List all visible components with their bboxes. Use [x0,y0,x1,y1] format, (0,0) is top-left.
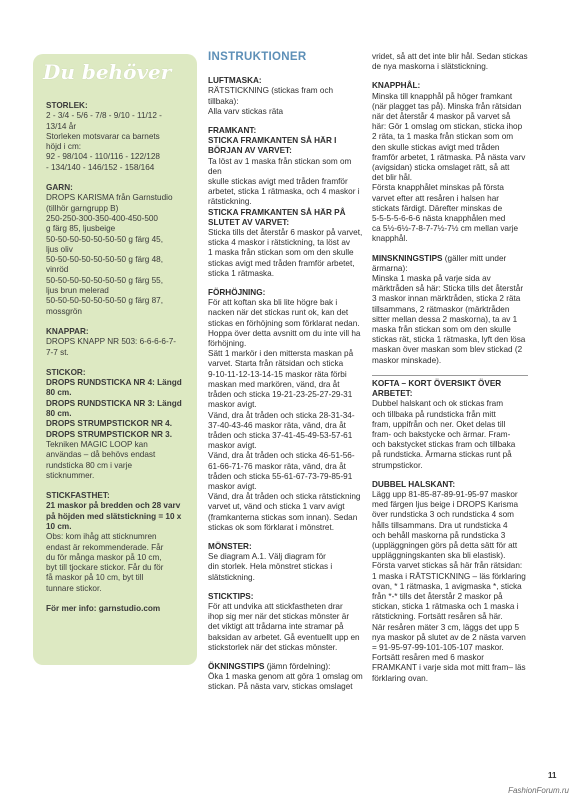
materials-line: DROPS STRUMPSTICKOR NR 3. [46,429,173,439]
section-heading: STICKTIPS: [208,591,254,601]
section-heading [208,662,364,672]
more-info [46,604,196,614]
section-heading-label: MINSKNINGSTIPS [372,253,443,263]
materials-block-title: STICKOR: [46,367,86,377]
materials-block [46,368,196,481]
instruction-section [372,480,528,684]
materials-line: DROPS RUNDSTICKA NR 3: Längd [46,398,182,408]
instruction-paragraph: Sticka tills det återstår 6 maskor på varvet, sticka 4 maskor i rätstickning, ta löst av 1 maska från stickan som om den skulle stickas avigt med tråden framför arbetet, sticka 1 rätmaska. [208,228,363,278]
materials-line: DROPS STRUMPSTICKOR NR 4. [46,419,173,429]
materials-block [46,327,196,358]
instruction-section [372,81,528,244]
instruction-section [372,379,528,471]
materials-line: 13/14 år [46,121,77,131]
page-number: 11 [548,771,557,780]
materials-line: Obs: kom ihåg att sticknumren [46,532,157,542]
instruction-paragraph: Ta löst av 1 maska från stickan som om den skulle stickas avigt med tråden framför arbetet, sticka 1 rätmaska, och 4 maskor i rätstickning. [208,156,360,207]
instruction-paragraph: Dubbel halskant och ok stickas fram och tillbaka på rundsticka från mitt fram, uppifrån och ner. Oket delas till fram- och bakstycke och ärmar. Fram- och bakstycket stickas fram och tillbaka på rundsticka. Ärmarna stickas runt på strumpstickor. [372,399,516,470]
materials-line: - 134/140 - 146/152 - 158/164 [46,162,155,172]
materials-line: byt till tjockare stickor. Får du för [46,563,164,573]
materials-line: 50-50-50-50-50-50-50 g färg 55, [46,275,163,285]
section-heading [372,254,528,274]
materials-line: ljus oliv [46,244,73,254]
section-heading: FÖRHÖJNING: [208,288,266,298]
materials-line: vinröd [46,265,69,275]
watermark: FashionForum.ru [508,786,569,795]
instruction-paragraph: Öka 1 maska genom att göra 1 omslag om stickan. På nästa varv, stickas omslaget [208,672,363,692]
materials-line: höjd i cm: [46,142,82,152]
instruction-paragraph: vridet, så att det inte blir hål. Sedan stickas de nya maskorna i slätstickning. [372,52,528,72]
materials-block-title: STICKFASTHET: [46,491,110,501]
materials-line: 21 maskor på bredden och 28 varv [46,501,181,511]
materials-line: DROPS KNAPP NR 503: 6-6-6-6-7- [46,337,176,347]
materials-line: ljus brun melerad [46,286,109,296]
more-info-link[interactable]: garnstudio.com [98,604,161,614]
col2-body [372,52,528,684]
materials-line: 80 cm. [46,409,72,419]
instruction-section [372,52,528,72]
materials-block-title: GARN: [46,183,73,193]
materials-line: g färg 85, ljusbeige [46,224,116,234]
materials-block-title: STORLEK: [46,101,88,110]
instruction-paragraph: Se diagram A.1. Välj diagram för din storlek. Hela mönstret stickas i slätstickning. [208,552,333,582]
materials-line: Tekniken MAGIC LOOP kan [46,439,148,449]
materials-line: DROPS KARISMA från Garnstudio [46,193,173,203]
section-heading-note: (jämn fördelning): [264,661,331,671]
instruction-paragraph: Lägg upp 81-85-87-89-91-95-97 maskor med färgen ljus beige i DROPS Karisma över rundsticka 3 och rundsticka 4 som hålls tillsammans. Dra ut rundsticka 4 och behåll maskorna på rundsticka 3 (uppläggningen görs på detta sätt för att uppläggningskanten ska bli elastisk). Första varvet stickas så här från rätsidan: 1 maska i RÄTSTICKNING – läs förklaring ovan, * 1 rätmaska, 1 avigmaska *, sticka från *-* tills det återstår 2 maskor på stickan, sticka 1 rätmaska och 1 maska i rätstickning. Fortsätt resåren så här. När resåren mäter 3 cm, läggs det upp 5 nya maskor på slutet av de 2 nästa varven = 91-95-97-99-101-105-107 maskor. Fortsätt resåren med 6 maskor FRAMKANT i varje sida mot mitt fram– läs förklaring ovan. [372,489,526,683]
materials-line: 50-50-50-50-50-50-50 g färg 48, [46,255,163,265]
subsection-heading: STICKA FRAMKANTEN SÅ HÄR I BÖRJAN AV VARVET: [208,136,337,156]
materials-line: användas – då behövs endast [46,450,156,460]
materials-block [46,183,196,317]
instructions-column-2 [372,52,528,693]
materials-line: Storleken motsvarar ca barnets [46,131,160,141]
instruction-section [208,288,364,533]
materials-line: 7-7 st. [46,347,69,357]
more-info-label: För mer info: [46,604,99,614]
materials-line: 50-50-50-50-50-50-50 g färg 87, [46,296,163,306]
materials-line: 2 - 3/4 - 5/6 - 7/8 - 9/10 - 11/12 - [46,111,162,121]
materials-line: få maskor på 10 cm, byt till [46,573,144,583]
page-title: INSTRUKTIONER [208,51,307,63]
section-divider [372,375,528,376]
materials-line: 10 cm. [46,521,72,531]
instructions-column-1 [208,52,364,702]
section-heading: KNAPPHÅL: [372,81,421,91]
materials-line: sticknummer. [46,470,95,480]
section-heading: MÖNSTER: [208,541,252,551]
instruction-paragraph: Minska 1 maska på varje sida av märktråden så här: Sticka tills det återstår 3 maskor innan märktråden, sticka 2 räta tillsammans, 2 rätmaskor (märktråden sitter mellan dessa 2 maskorna), ta av 1 maska från stickan som om den skulle stickas rät, sticka 1 rätmaska, lyft den lösa maskan över maskan som blev stickad (2 maskor minskade). [372,274,526,365]
col1-body [208,76,364,692]
materials-block-title: KNAPPAR: [46,326,89,336]
materials-line: DROPS RUNDSTICKA NR 4: Längd [46,378,182,388]
section-heading: KOFTA – KORT ÖVERSIKT ÖVER ARBETET: [372,378,502,399]
materials-line: (tillhör garngrupp B) [46,203,119,213]
sidebar-heading: Du behöver [43,60,172,84]
materials-line: 80 cm. [46,388,72,398]
materials-line: endast är rekommenderade. Får [46,542,164,552]
sidebar-body [46,101,196,624]
instruction-paragraph: För att koftan ska bli lite högre bak i nacken när det stickas runt ok, kan det stickas en förhöjning som förklarat nedan. Hoppa över detta avsnitt om du inte vill ha förhöjning. Sätt 1 markör i den mittersta maskan på varvet. Starta från rätsidan och sticka 9-10-11-12-13-14-15 maskor räta förbi maskan med markören, vänd, dra åt tråden och sticka 19-21-23-25-27-29-31 maskor avigt. Vänd, dra åt tråden och sticka 28-31-34- 37-40-43-46 maskor räta, vänd, dra åt tråden och sticka 37-41-45-49-53-57-61 maskor avigt. Vänd, dra åt tråden och sticka 46-51-56- 61-66-71-76 maskor räta, vänd, dra åt tråden och sticka 55-61-67-73-79-85-91 maskor avigt. Vänd, dra åt tråden och sticka rätstickning varvet ut, vänd och sticka 1 varv avigt (framkanterna stickas som innan). Sedan stickas ok som förklarat i mönstret. [208,298,361,532]
instruction-section [208,592,364,653]
materials-line: på höjden med slätstickning = 10 x [46,511,182,521]
materials-line: mossgrön [46,306,82,316]
materials-line: 250-250-300-350-400-450-500 [46,213,158,223]
section-heading: LUFTMASKA: [208,76,262,86]
instruction-paragraph: RÄTSTICKNING (stickas fram och tillbaka): Alla varv stickas räta [208,86,334,116]
instruction-paragraph: Minska till knapphål på höger framkant (när plagget tas på). Minska från rätsidan när det återstår 4 maskor på varvet så här: Gör 1 omslag om stickan, sticka ihop 2 räta, ta 1 maska från stickan som om den skulle stickas avigt med tråden framför arbetet, 1 rätmaska. På nästa varv (avigsidan) sticka omslaget rätt, så att det blir hål. Första knapphålet minskas på första varvet efter att resåren i halsen har stickats färdigt. Därefter minskas de 5-5-5-5-6-6-6 nästa knapphålen med ca 5½-6½-7-8-7-7½-7½ cm mellan varje knapphål. [372,91,526,244]
subsection-heading: STICKA FRAMKANTEN SÅ HÄR PÅ SLUTET AV VARVET: [208,207,346,227]
section-heading-label: ÖKNINGSTIPS [208,661,265,671]
materials-line: 50-50-50-50-50-50-50 g färg 45, [46,234,163,244]
materials-line: rundsticka 80 cm i varje [46,460,133,470]
instruction-paragraph: För att undvika att stickfastheten drar ihop sig mer när det stickas mönster är det viktigt att trådarna inte stramar på baksidan av arbetet. Gå eventuellt upp en stickstorlek när det stickas mönster. [208,601,360,652]
instruction-section [208,662,364,693]
materials-block [46,101,196,173]
materials-block [46,491,196,594]
materials-line: du för många maskor på 10 cm, [46,552,162,562]
instruction-section [208,542,364,583]
materials-line: 92 - 98/104 - 110/116 - 122/128 [46,152,160,162]
materials-sidebar [33,54,197,665]
instruction-section [208,76,364,117]
instruction-section [372,254,528,366]
section-heading-note: (gäller mitt under ärmarna): [372,253,507,273]
section-heading: DUBBEL HALSKANT: [372,479,456,489]
materials-line: tunnare stickor. [46,583,102,593]
instruction-section [208,126,364,279]
section-heading: FRAMKANT: [208,126,257,136]
